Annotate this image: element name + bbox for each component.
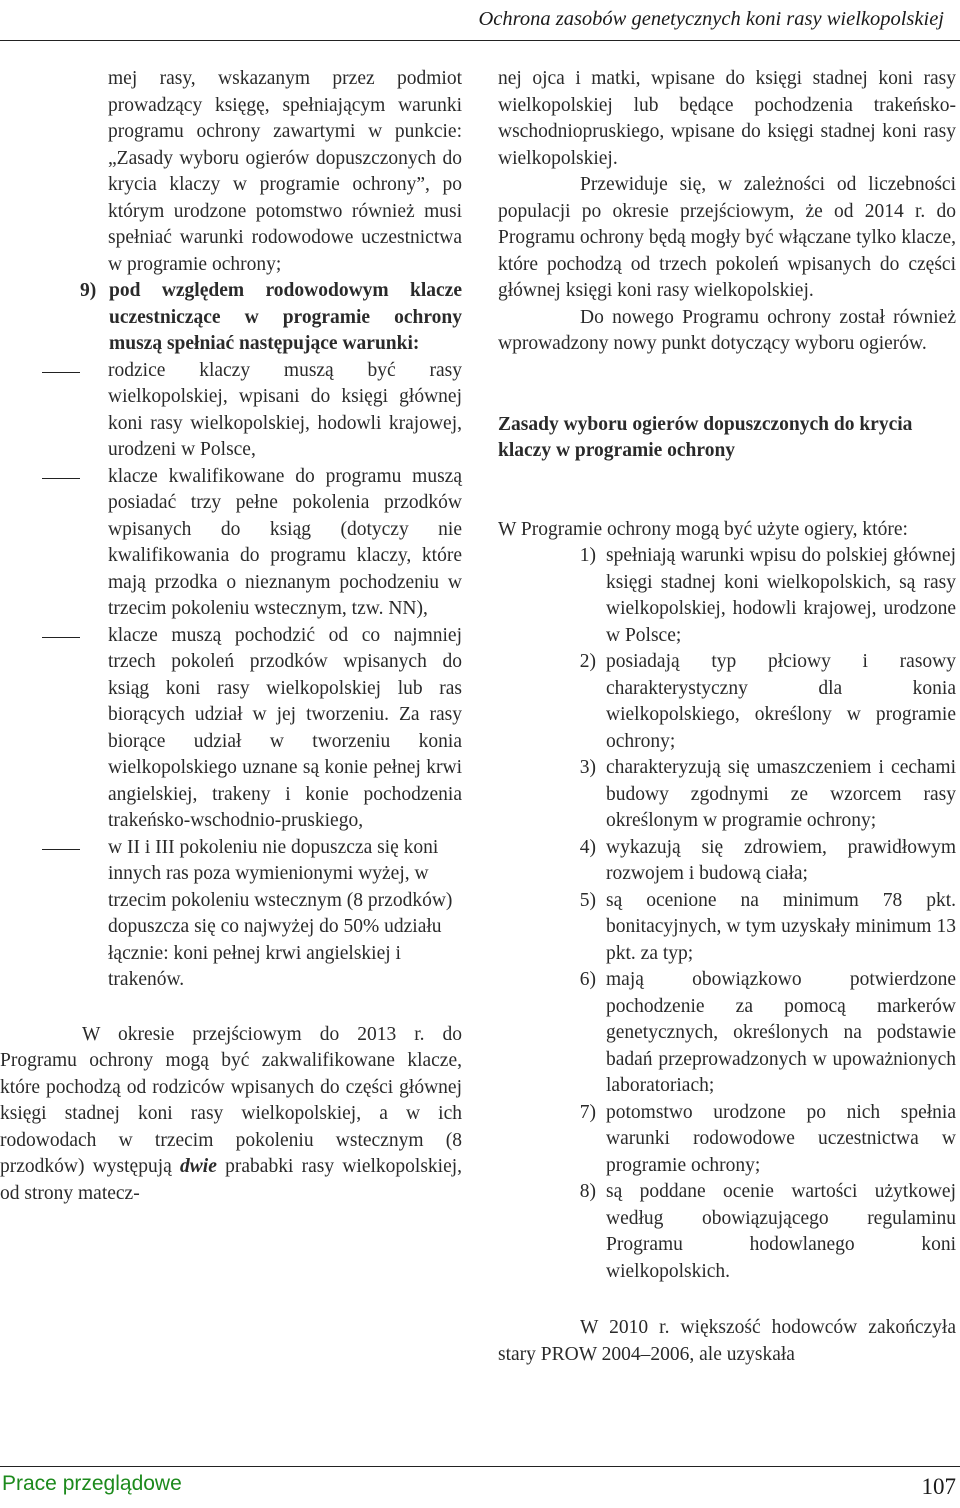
item-number: 6) [579, 969, 596, 990]
dash-bullet-icon [0, 835, 108, 994]
item-number: 3) [579, 757, 596, 778]
item-text: są ocenione na minimum 78 pkt. bonitacyjnych, w tym uzyskały minimum 13 pkt. za typ; [606, 889, 956, 964]
paragraph-2014: Przewiduje się, w zależności od liczebności populacji po okresie przejściowym, że od 2014 r. do Programu ochrony będą mogły być włączane tylko klacze, które pochodzą od trzech pokoleń wpisanych do części głównej księgi koni rasy wielkopolskiej. [498, 174, 956, 301]
item-number: 1) [579, 545, 596, 566]
item-number: 7) [579, 1101, 596, 1123]
transition-paragraph [0, 1022, 462, 1208]
transition-text-after: prababki rasy wielkopolskiej, od strony matecz- [0, 1156, 463, 1204]
dash-item-text: klacze kwalifikowane do programu muszą posiadać trzy pełne pokolenia przodków wpisanych do ksiąg (dotyczy nie kwalifikowania do programu klaczy, które mają przodka o nieznanym pochodzeniu w trzecim pokoleniu wstecznym, tzw. NN), [108, 465, 462, 619]
dash-bullet-icon [0, 623, 108, 835]
numbered-list-item [498, 543, 956, 649]
dash-item-text: rodzice klaczy muszą być rasy wielkopolskiej, wpisani do księgi głównej koni rasy wielkopolskiej, hodowli krajowej, urodzeni w Polsce, [108, 359, 462, 460]
header-rule [0, 40, 960, 41]
item-text: mają obowiązkowo potwierdzone pochodzenie za pomocą markerów genetycznych, określonych na podstawie badań przeprowadzonych w upoważnionych laboratoriach; [606, 969, 956, 1096]
transition-emphasis: dwie [180, 1156, 217, 1177]
numbered-list-item [498, 888, 956, 968]
footer-rule [0, 1466, 960, 1467]
item-text: charakteryzują się umaszczeniem i cechami budowy zgodnymi ze wzorcem rasy określonym w programie ochrony; [606, 757, 956, 831]
numbered-list-item [498, 755, 956, 835]
closing-paragraph: W 2010 r. większość hodowców zakończyła stary PROW 2004–2006, ale uzyskała [498, 1317, 956, 1365]
left-column [0, 66, 462, 1207]
right-column [498, 66, 956, 1368]
item-text: pod względem rodowodowym klacze uczestniczące w programie ochrony muszą spełniać następujące warunki: [109, 280, 462, 354]
paragraph-new-point: Do nowego Programu ochrony został również wprowadzony nowy punkt dotyczący wyboru ogierów. [498, 306, 956, 354]
numbered-list-item [498, 1179, 956, 1285]
dash-item-text: w II i III pokoleniu nie dopuszcza się koni innych ras poza wymienionymi wyżej, w trzecim pokoleniu wstecznym (8 przodków) dopuszcza się co najwyżej do 50% udziału łącznie: koni pełnej krwi angielskiej i trakenów. [108, 836, 453, 990]
numbered-list-item [498, 967, 956, 1100]
item-text: posiadają typ płciowy i rasowy charakterystyczny dla konia wielkopolskiego, określony w programie ochrony; [606, 651, 956, 752]
transition-text-before: W okresie przejściowym do 2013 r. do Programu ochrony mogą być zakwalifikowane klacze, które pochodzą od rodziców wpisanych do części głównej księgi stadnej koni rasy wielkopolskiej, a w ich rodowodach w trzecim pokoleniu wstecznym (8 przodków) występują [0, 1023, 462, 1177]
page-number: 107 [921, 1474, 956, 1499]
dash-item [0, 835, 462, 994]
dash-item [0, 464, 462, 623]
dash-bullet-icon [0, 358, 108, 464]
numbered-list-item [498, 835, 956, 888]
item-number: 9) [80, 280, 97, 301]
continuation-paragraph: nej ojca i matki, wpisane do księgi stadnej koni rasy wielkopolskiej lub będące pochodzenia trakeńsko-wschodniopruskiego, wpisane do księgi stadnej koni rasy wielkopolskiej. [498, 68, 956, 169]
item-text: wykazują się zdrowiem, prawidłowym rozwojem i budową ciała; [606, 836, 956, 884]
dash-item [0, 623, 462, 835]
dash-bullet-icon [0, 464, 108, 623]
item-number: 2) [579, 651, 596, 672]
intro-continuation: mej rasy, wskazanym przez podmiot prowadzący księgę, spełniającym warunki programu ochrony zawartymi w punkcie: „Zasady wyboru ogierów dopuszczonych do krycia klaczy w programie ochrony”, po którym urodzone potomstwo również musi spełniać warunki rodowodowe uczestnictwa w programie ochrony; [108, 68, 462, 275]
item-text: są poddane ocenie wartości użytkowej według obowiązującego regulaminu Programu hodowlanego koni wielkopolskich. [606, 1181, 956, 1282]
item-number: 8) [579, 1181, 596, 1202]
item-number: 4) [579, 836, 596, 858]
dash-item [0, 358, 462, 464]
dash-item-text: klacze muszą pochodzić od co najmniej trzech pokoleń przodków wpisanych do ksiąg koni rasy wielkopolskiej lub ras biorących udział w jej tworzeniu. Za rasy biorące udział w tworzeniu konia wielkopolskiego uznane są konie pełnej krwi angielskiej, trakeny i konie pochodzenia trakeńsko-wschodnio-pruskiego, [108, 624, 462, 831]
section-heading: Zasady wyboru ogierów dopuszczonych do krycia klaczy w programie ochrony [498, 413, 913, 461]
numbered-list-item [498, 1100, 956, 1180]
running-header: Ochrona zasobów genetycznych koni rasy wielkopolskiej [478, 8, 944, 30]
item-number: 5) [579, 889, 596, 911]
section-intro: W Programie ochrony mogą być użyte ogiery, które: [498, 518, 908, 540]
footer-section-label: Prace przeglądowe [2, 1472, 182, 1495]
list-item-9 [0, 278, 462, 358]
numbered-list [498, 543, 956, 1285]
item-text: potomstwo urodzone po nich spełnia warunki rodowodowe uczestnictwa w programie ochrony; [606, 1101, 956, 1176]
item-text: spełniają warunki wpisu do polskiej głównej księgi stadnej koni wielkopolskich, są rasy wielkopolskiej, hodowli krajowej, urodzone w Polsce; [606, 545, 956, 646]
numbered-list-item [498, 649, 956, 755]
